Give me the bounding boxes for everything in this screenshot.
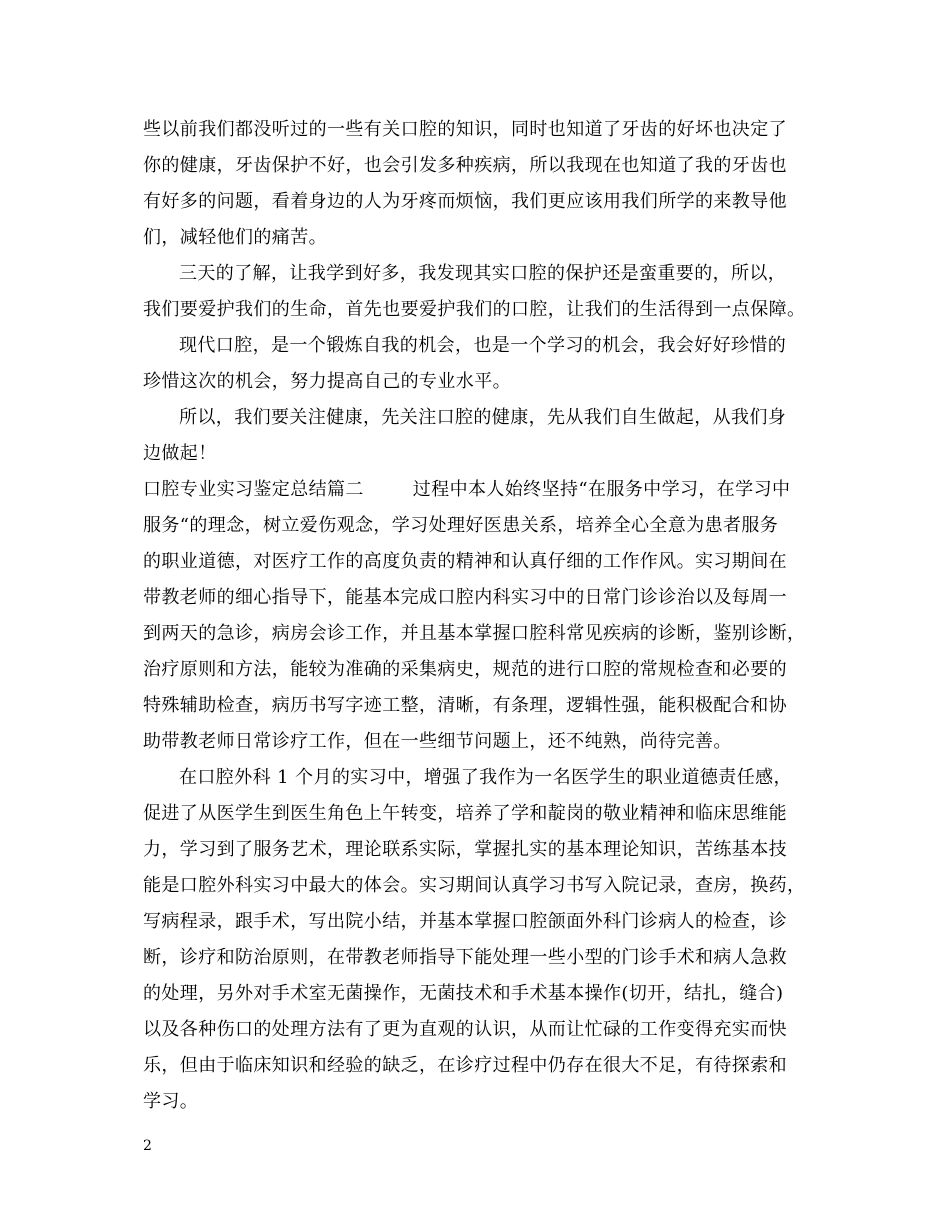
text-line: 有好多的问题，看着身边的人为牙疼而烦恼，我们更应该用我们所学的来教导他 (143, 191, 787, 212)
text-line: 促进了从医学生到医生角色上午转变，培养了学和靛岗的敬业精神和临床思维能 (143, 803, 787, 824)
text-line: 珍惜这次的机会，努力提高自己的专业水平。 (143, 371, 511, 392)
text-line: 治疗原则和方法，能较为准确的采集病史，规范的进行口腔的常规检查和必要的 (143, 659, 787, 680)
body-text (143, 112, 823, 1120)
text-line: 学习。 (143, 1091, 199, 1112)
text-line: 写病程录，跟手术，写出院小结，并基本掌握口腔颌面外科门诊病人的检查，诊 (143, 911, 787, 932)
text-line: 助带教老师日常诊疗工作，但在一些细节问题上，还不纯熟，尚待完善。 (143, 731, 732, 752)
page-number: 2 (143, 1138, 152, 1154)
text-line: 力，学习到了服务艺术，理论联系实际，掌握扎实的基本理论知识，苦练基本技 (143, 839, 787, 860)
text-line: 以及各种伤口的处理方法有了更为直观的认识，从而让忙碌的工作变得充实而快 (143, 1019, 787, 1040)
text-line: 边做起！ (143, 443, 217, 464)
text-line: 的职业道德，对医疗工作的高度负责的精神和认真仔细的工作作风。实习期间在 (143, 551, 787, 572)
text-line: 三天的了解，让我学到好多，我发现其实口腔的保护还是蛮重要的，所以， (179, 263, 787, 284)
text-line: 带教老师的细心指导下，能基本完成口腔内科实习中的日常门诊诊治以及每周一 (143, 587, 787, 608)
text-line: 们，减轻他们的痛苦。 (143, 227, 327, 248)
text-line: 你的健康，牙齿保护不好，也会引发多种疾病，所以我现在也知道了我的牙齿也 (143, 155, 787, 176)
text-line: 特殊辅助检查，病历书写字迹工整，清晰，有条理，逻辑性强，能积极配合和协 (143, 695, 787, 716)
text-line: 口腔专业实习鉴定总结篇二 过程中本人始终坚持“在服务中学习，在学习中 (143, 479, 791, 500)
text-line: 到两天的急诊，病房会诊工作，并且基本掌握口腔科常见疾病的诊断，鉴别诊断， (143, 623, 806, 644)
text-line: 在口腔外科 1 个月的实习中，增强了我作为一名医学生的职业道德责任感， (179, 767, 792, 788)
text-line: 现代口腔，是一个锻炼自我的机会，也是一个学习的机会，我会好好珍惜的 (179, 335, 787, 356)
text-line: 乐，但由于临床知识和经验的缺乏，在诊疗过程中仍存在很大不足，有待探索和 (143, 1055, 787, 1076)
text-line: 些以前我们都没听过的一些有关口腔的知识，同时也知道了牙齿的好坏也决定了 (143, 119, 787, 140)
text-line: 能是口腔外科实习中最大的体会。实习期间认真学习书写入院记录，查房，换药， (143, 875, 806, 896)
text-line: 所以，我们要关注健康，先关注口腔的健康，先从我们自生做起，从我们身 (179, 407, 787, 428)
text-line: 的处理，另外对手术室无菌操作，无菌技术和手术基本操作(切开，结扎，缝合) (143, 983, 784, 1004)
text-line: 断，诊疗和防治原则，在带教老师指导下能处理一些小型的门诊手术和病人急救 (143, 947, 787, 968)
text-line: 服务“的理念，树立爱伤观念，学习处理好医患关系，培养全心全意为患者服务 (143, 515, 779, 536)
text-line: 我们要爱护我们的生命，首先也要爱护我们的口腔，让我们的生活得到一点保障。 (143, 299, 806, 320)
